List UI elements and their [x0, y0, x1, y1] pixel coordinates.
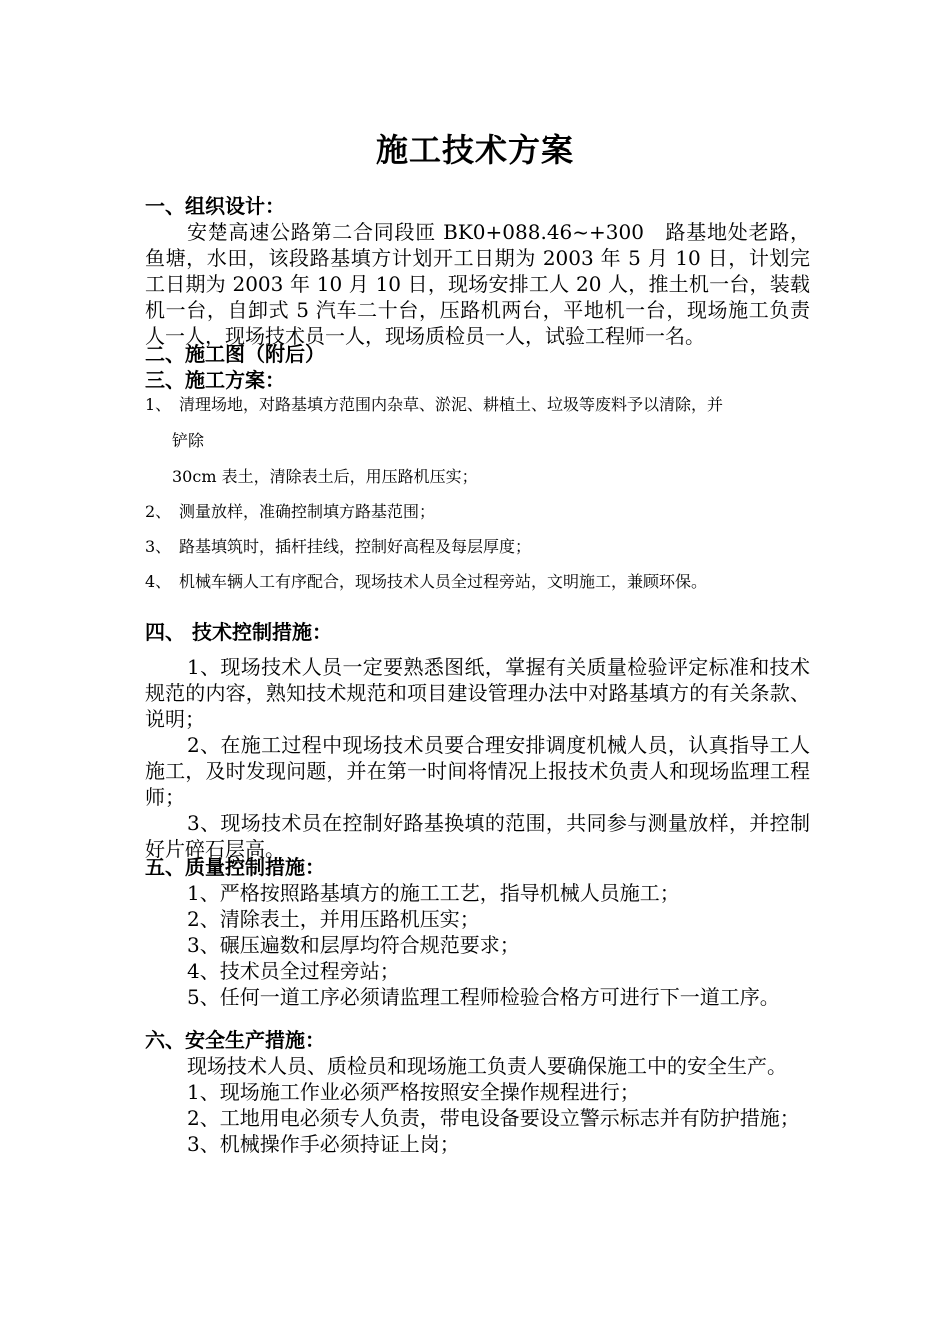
list-text: 测量放样，准确控制填方路基范围； — [179, 502, 436, 521]
list-number: 2、 — [145, 502, 172, 521]
paragraph: 2、清除表土，并用压路机压实； — [187, 907, 480, 931]
list-text: 清理场地，对路基填方范围内杂草、淤泥、耕植土、垃圾等废料予以清除，并 — [179, 395, 724, 414]
paragraph: 1、现场技术人员一定要熟悉图纸，掌握有关质量检验评定标准和技术规范的内容，熟知技术规范和项目建设管理办法中对路基填方的有关条款、说明； — [145, 655, 810, 731]
section-organization — [145, 193, 810, 349]
list-item — [172, 466, 478, 488]
paragraph: 4、技术员全过程旁站； — [187, 959, 400, 983]
paragraph: 3、现场技术员在控制好路基换填的范围，共同参与测量放样，并控制好片碎石层高。 — [145, 811, 810, 861]
paragraph: 2、在施工过程中现场技术员要合理安排调度机械人员，认真指导工人施工，及时发现问题，并在第一时间将情况上报技术负责人和现场监理工程师； — [145, 733, 810, 809]
section-construction-plan — [145, 367, 810, 393]
document-title: 施工技术方案 — [375, 131, 574, 169]
list-text: 路基填筑时，插杆挂线，控制好高程及每层厚度； — [179, 537, 532, 556]
paragraph: 3、机械操作手必须持证上岗； — [187, 1132, 460, 1156]
section-safety — [145, 1027, 810, 1157]
list-number: 3、 — [145, 537, 172, 556]
section-heading: 一、组织设计： — [145, 194, 285, 218]
list-text: 铲除 — [172, 431, 205, 450]
section-heading: 二、施工图（附后） — [145, 342, 325, 366]
list-text: 30cm 表土，清除表土后，用压路机压实； — [172, 467, 478, 486]
section-quality-control — [145, 854, 810, 1010]
list-item — [172, 430, 204, 452]
list-item — [145, 536, 531, 558]
list-item — [145, 571, 707, 593]
section-heading: 五、质量控制措施： — [145, 855, 325, 879]
section-heading: 三、施工方案： — [145, 368, 285, 392]
list-item — [145, 501, 435, 523]
list-number: 1、 — [145, 395, 172, 414]
paragraph: 安楚高速公路第二合同段匝 BK0+088.46~+300 路基地处老路，鱼塘，水田，该段路基填方计划开工日期为 2003 年 5 月 10 日，计划完工日期为 2003 年 10 月 10 日，现场安排工人 20 人，推土机一台，装载机一台，自卸式 5 汽车二十台，压路机两台，平地机一台，现场施工负责人一人，现场技术员一人，现场质检员一人，试验工程师一名。 — [145, 220, 810, 348]
section-drawings — [145, 341, 810, 367]
list-number: 4、 — [145, 572, 172, 591]
section-technical-control-body — [145, 654, 810, 862]
list-item — [145, 394, 723, 416]
list-text: 机械车辆人工有序配合，现场技术人员全过程旁站，文明施工，兼顾环保。 — [179, 572, 708, 591]
section-heading: 四、 技术控制措施： — [145, 620, 332, 644]
section-technical-control — [145, 619, 810, 645]
paragraph: 1、现场施工作业必须严格按照安全操作规程进行； — [187, 1080, 640, 1104]
paragraph: 2、工地用电必须专人负责，带电设备要设立警示标志并有防护措施； — [187, 1106, 800, 1130]
paragraph: 现场技术人员、质检员和现场施工负责人要确保施工中的安全生产。 — [187, 1054, 787, 1078]
paragraph: 1、严格按照路基填方的施工工艺，指导机械人员施工； — [187, 881, 680, 905]
paragraph: 5、任何一道工序必须请监理工程师检验合格方可进行下一道工序。 — [187, 985, 780, 1009]
paragraph: 3、碾压遍数和层厚均符合规范要求； — [187, 933, 520, 957]
section-heading: 六、安全生产措施： — [145, 1028, 325, 1052]
